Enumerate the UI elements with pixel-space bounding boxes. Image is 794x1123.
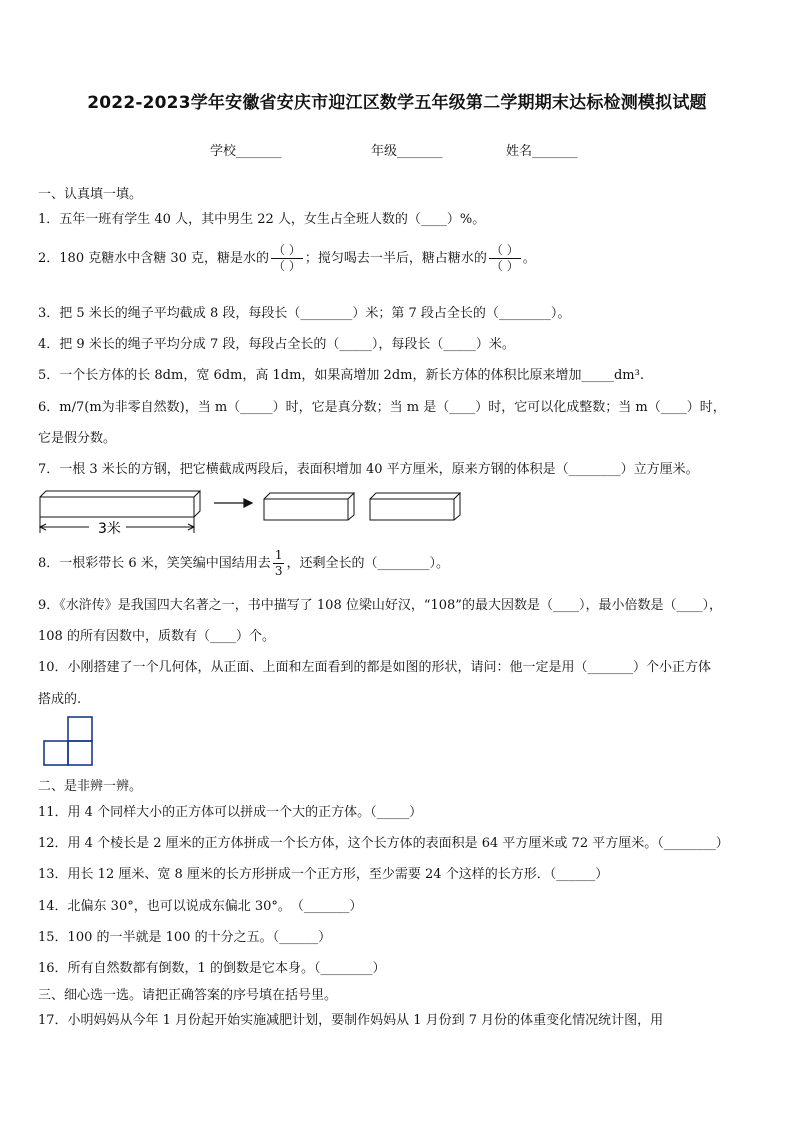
question-14: 14．北偏东 30°，也可以说成东偏北 30°。 （_______） [38, 899, 363, 914]
question-4: 4．把 9 米长的绳子平均分成 7 段，每段占全长的（_____），每段长（_____）米。 [38, 337, 515, 352]
length-label: 3米 [98, 521, 121, 537]
question-1: 1．五年一班有学生 40 人，其中男生 22 人，女生占全班人数的（____）%。 [38, 212, 486, 227]
top-square [68, 717, 92, 741]
cut-piece-2 [370, 493, 460, 520]
question-16: 16．所有自然数都有倒数，1 的倒数是它本身。（________） [38, 961, 386, 976]
fraction-blank-2-denominator: （ ） [490, 259, 519, 273]
question-11: 11．用 4 个同样大小的正方体可以拼成一个大的正方体。（_____） [38, 805, 423, 820]
school-field: 学校_______ [210, 144, 282, 159]
cut-piece-1 [264, 493, 354, 520]
fraction-blank-2-numerator: （ ） [490, 243, 519, 257]
question-2-text-c: 。 [522, 251, 536, 266]
cube-view-figure [42, 715, 96, 767]
grade-field: 年级_______ [371, 144, 443, 159]
fraction-blank-1-numerator: （ ） [273, 243, 301, 257]
question-15: 15．100 的一半就是 100 的十分之五。（______） [38, 930, 332, 945]
question-17: 17．小明妈妈从今年 1 月份起开始实施减肥计划，要制作妈妈从 1 月份到 7 月份的体重变化情况统计图，用 [38, 1013, 664, 1028]
bottom-right-square [68, 741, 92, 765]
question-8-text-b: ，还剩全长的（________）。 [286, 556, 449, 571]
long-steel-bar [40, 491, 200, 517]
fraction-denominator: 3 [274, 564, 283, 578]
arrow-icon [214, 499, 252, 507]
question-9-line-1: 9．《水浒传》是我国四大名著之一，书中描写了 108 位梁山好汉，“108”的最大因数是（____），最小倍数是（____）， [38, 598, 722, 613]
fraction-numerator: 1 [274, 548, 283, 562]
question-2-text-b: ；搅匀喝去一半后，糖占糖水的 [304, 251, 487, 266]
question-8-text-a: 8．一根彩带长 6 米，笑笑编中国结用去 [38, 556, 271, 571]
name-field: 姓名_______ [506, 144, 578, 159]
question-6-line-1: 6．m/7(m为非零自然数)，当 m（_____）时，它是真分数；当 m 是（____）时，它可以化成整数；当 m（____）时， [38, 400, 726, 415]
question-2-text-a: 2．180 克糖水中含糖 30 克，糖是水的 [38, 251, 270, 266]
question-7: 7．一根 3 米长的方钢，把它横截成两段后，表面积增加 40 平方厘米，原来方钢的体积是（________）立方厘米。 [38, 462, 699, 477]
fraction-one-third [273, 548, 285, 579]
fraction-blank-1-denominator: （ ） [273, 259, 301, 273]
question-10-line-1: 10．小刚搭建了一个几何体，从正面、上面和左面看到的都是如图的形状，请问：他一定是用（_______）个小正方体 [38, 660, 712, 675]
section-3-heading: 三、细心选一选。请把正确答案的序号填在括号里。 [38, 988, 338, 1003]
steel-bar-figure [34, 487, 474, 543]
question-5: 5．一个长方体的长 8dm，宽 6dm，高 1dm，如果高增加 2dm，新长方体的体积比原来增加_____dm³. [38, 368, 644, 383]
bottom-left-square [44, 741, 68, 765]
question-3: 3．把 5 米长的绳子平均截成 8 段，每段长（________）米；第 7 段占全长的（________）。 [38, 306, 571, 321]
question-8 [38, 548, 449, 579]
question-6-line-2: 它是假分数。 [38, 431, 117, 446]
question-2 [38, 243, 536, 274]
question-13: 13．用长 12 厘米、宽 8 厘米的长方形拼成一个正方形，至少需要 24 个这样的长方形．（______） [38, 867, 609, 882]
question-12: 12．用 4 个棱长是 2 厘米的正方体拼成一个长方体，这个长方体的表面积是 64 平方厘米或 72 平方厘米。（________） [38, 836, 729, 851]
fraction-blank-2 [489, 243, 521, 274]
question-9-line-2: 108 的所有因数中，质数有（____）个。 [38, 629, 275, 644]
exam-title: 2022-2023学年安徽省安庆市迎江区数学五年级第二学期期末达标检测模拟试题 [87, 93, 707, 113]
section-2-heading: 二、是非辨一辨。 [38, 779, 143, 794]
section-1-heading: 一、认真填一填。 [38, 187, 143, 202]
question-10-line-2: 搭成的. [38, 692, 82, 707]
fraction-blank-1 [271, 243, 303, 274]
